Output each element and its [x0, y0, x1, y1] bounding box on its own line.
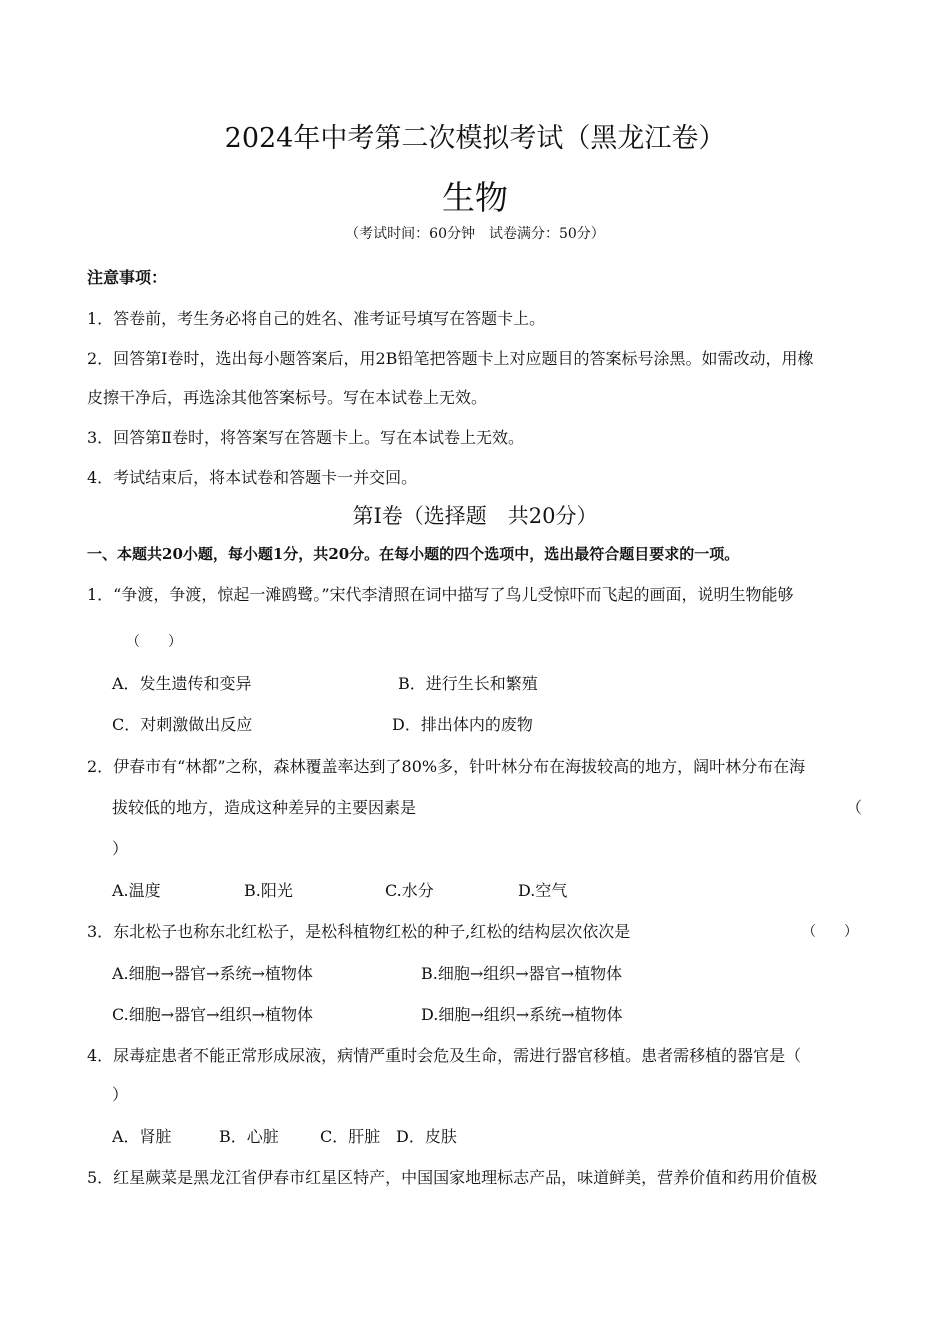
notice-item: 1．答卷前，考生务必将自己的姓名、准考证号填写在答题卡上。	[87, 309, 546, 328]
question-text: 拔较低的地方，造成这种差异的主要因素是	[112, 798, 417, 817]
answer-bracket: （ ）	[802, 924, 858, 940]
option: D．排出体内的废物	[392, 715, 533, 734]
option: A．发生遗传和变异	[112, 674, 252, 693]
section-title: 第Ⅰ卷（选择题 共20分）	[352, 504, 598, 528]
option: B.阳光	[244, 881, 293, 900]
question-text: 5．红星蕨菜是黑龙江省伊春市红星区特产，中国国家地理标志产品，味道鲜美，营养价值和药用价值极	[87, 1168, 818, 1187]
option: D.细胞→组织→系统→植物体	[421, 1005, 623, 1024]
option: C．肝脏	[320, 1127, 381, 1146]
exam-title: 2024年中考第二次模拟考试（黑龙江卷）	[224, 123, 726, 154]
option: D．皮肤	[396, 1127, 457, 1146]
notice-item: 4．考试结束后，将本试卷和答题卡一并交回。	[87, 468, 418, 487]
notice-item: 3．回答第Ⅱ卷时，将答案写在答题卡上。写在本试卷上无效。	[87, 428, 525, 447]
section-instruction: 一、本题共20小题，每小题1分，共20分。在每小题的四个选项中，选出最符合题目要求的一项。	[87, 545, 740, 563]
option: A.温度	[112, 881, 161, 900]
option: B．心脏	[219, 1127, 279, 1146]
option: C.水分	[385, 881, 434, 900]
question-text: 3．东北松子也称东北红松子，是松科植物红松的种子,红松的结构层次依次是	[87, 922, 631, 941]
subject-title: 生物	[442, 178, 508, 217]
answer-bracket: ）	[112, 1085, 129, 1104]
question-text: 1．“争渡，争渡，惊起一滩鸥鹭。”宋代李清照在词中描写了鸟儿受惊吓而飞起的画面，说明生物能够	[87, 585, 794, 604]
option: A.细胞→器官→系统→植物体	[112, 964, 313, 983]
exam-info: （考试时间：60分钟 试卷满分：50分）	[345, 226, 605, 242]
option: D.空气	[518, 881, 568, 900]
notice-heading: 注意事项：	[87, 268, 168, 287]
option: B.细胞→组织→器官→植物体	[421, 964, 623, 983]
option: C.细胞→器官→组织→植物体	[112, 1005, 313, 1024]
question-text: 2．伊春市有“林都”之称，森林覆盖率达到了80%多，针叶林分布在海拔较高的地方，阔叶林分布在海	[87, 757, 806, 776]
question-text: 4．尿毒症患者不能正常形成尿液，病情严重时会危及生命，需进行器官移植。患者需移植的器官是（	[87, 1046, 802, 1065]
answer-bracket: （ ）	[126, 634, 182, 650]
notice-item: 皮擦干净后，再选涂其他答案标号。写在本试卷上无效。	[87, 388, 488, 407]
answer-bracket: ）	[112, 839, 129, 858]
notice-item: 2．回答第Ⅰ卷时，选出每小题答案后，用2B铅笔把答题卡上对应题目的答案标号涂黑。如需改动，用橡	[87, 349, 814, 368]
option: B．进行生长和繁殖	[398, 674, 538, 693]
answer-bracket: （	[846, 798, 863, 817]
option: A．肾脏	[112, 1127, 172, 1146]
option: C．对刺激做出反应	[112, 715, 253, 734]
